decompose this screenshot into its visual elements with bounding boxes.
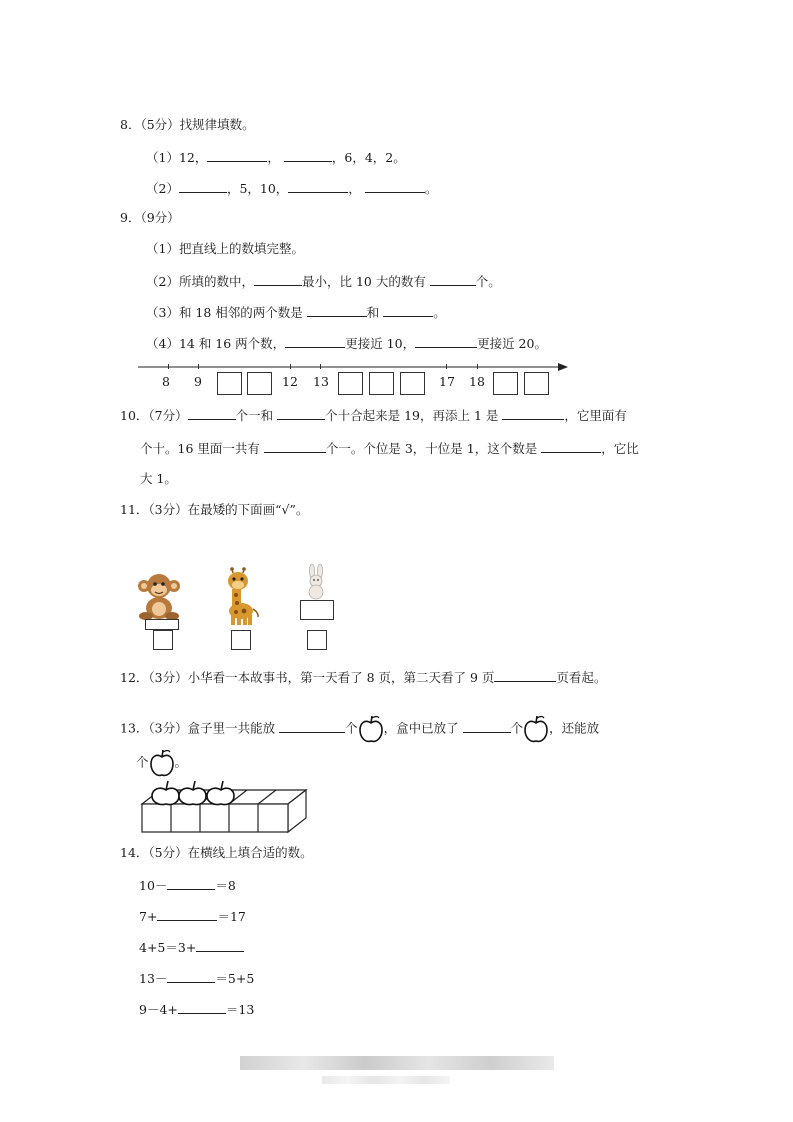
q14-eq4-b: ＝5+5 xyxy=(215,971,255,986)
number-line-answer-box[interactable] xyxy=(400,372,425,395)
tick xyxy=(320,364,321,369)
q8-sub1-text-c: ，6，4，2。 xyxy=(331,150,406,165)
blurred-footer-watermark xyxy=(322,1076,450,1084)
number-line-label: 12 xyxy=(282,374,298,389)
q9-sub3-text-a: （3）和 18 相邻的两个数是 xyxy=(146,305,307,320)
q9-sub2-blank2[interactable] xyxy=(430,272,476,286)
q14-eq1 xyxy=(139,876,236,894)
q13-text-g: 。 xyxy=(174,754,188,770)
q14-eq5-blank[interactable] xyxy=(178,1000,226,1014)
q8-sub1-text-b: ， xyxy=(267,150,280,165)
monkey-illustration xyxy=(136,572,182,620)
tick xyxy=(168,364,169,369)
number-line-answer-box[interactable] xyxy=(369,372,394,395)
q10-line3: 大 1。 xyxy=(140,471,177,486)
q13-blank2[interactable] xyxy=(463,719,511,733)
q14-eq1-blank[interactable] xyxy=(167,876,215,890)
tick xyxy=(477,364,478,369)
giraffe-check-box[interactable] xyxy=(231,630,251,650)
q14-eq2-a: 7+ xyxy=(139,909,158,924)
number-line-label: 17 xyxy=(439,374,455,389)
q10-blank3[interactable] xyxy=(502,406,564,420)
q8-sub1-blank2[interactable] xyxy=(284,148,332,162)
monkey-check-box[interactable] xyxy=(153,630,173,650)
q10-text-e: 个十。16 里面一共有 xyxy=(140,441,264,456)
apple-box-illustration xyxy=(138,776,310,834)
q14-eq5-b: ＝13 xyxy=(225,1002,255,1017)
q8-sub2 xyxy=(146,179,437,197)
q9-sub3-text-c: 。 xyxy=(433,305,446,320)
q13-text-b: 个 xyxy=(345,720,358,736)
q9-sub3-blank1[interactable] xyxy=(307,303,367,317)
q14-eq4 xyxy=(139,969,254,987)
q13-text-f: 个 xyxy=(136,754,149,770)
q9-sub1: （1）把直线上的数填完整。 xyxy=(146,241,304,256)
rabbit-pedestal xyxy=(300,600,334,620)
q10-blank2[interactable] xyxy=(277,406,325,420)
q8-sub1-text-a: （1）12， xyxy=(146,150,208,165)
q9-sub2-blank1[interactable] xyxy=(254,272,302,286)
q14-eq5 xyxy=(139,1000,254,1018)
tick xyxy=(198,364,199,369)
q10-text-d: ，它里面有 xyxy=(564,408,627,423)
q14-eq1-a: 10－ xyxy=(139,878,168,893)
q14-eq3 xyxy=(139,938,244,956)
number-line-label: 8 xyxy=(162,374,170,389)
number-line-answer-box[interactable] xyxy=(217,372,242,395)
q14-eq2-b: ＝17 xyxy=(217,909,246,924)
q11-heading: 11．（3分）在最矮的下面画“√”。 xyxy=(120,502,309,517)
q8-heading: 8．（5分）找规律填数。 xyxy=(120,117,255,132)
q9-sub4-blank1[interactable] xyxy=(285,334,345,348)
q14-eq1-b: ＝8 xyxy=(215,878,236,893)
q14-eq4-a: 13－ xyxy=(139,971,168,986)
q13-text-d: 个 xyxy=(510,720,524,736)
tick xyxy=(446,364,447,369)
q9-sub3 xyxy=(146,303,446,321)
q8-sub1 xyxy=(146,148,406,166)
q14-eq5-a: 9－4+ xyxy=(139,1002,178,1017)
q9-sub2-text-b: 最小，比 10 大的数有 xyxy=(301,274,430,289)
apple-icon xyxy=(149,748,175,778)
apple-icon xyxy=(358,714,384,744)
q9-sub4-text-a: （4）14 和 16 两个数， xyxy=(146,336,286,351)
q9-sub3-blank2[interactable] xyxy=(383,303,433,317)
rabbit-illustration xyxy=(305,563,327,601)
q10-text-a: 10．（7分） xyxy=(120,408,188,423)
q13-text-a: 13．（3分）盒子里一共能放 xyxy=(120,720,280,736)
q14-eq2 xyxy=(139,907,246,925)
tick xyxy=(290,364,291,369)
q8-sub2-text-b: ，5，10， xyxy=(226,181,289,196)
number-line-label: 9 xyxy=(194,374,202,389)
q8-sub2-text-c: ， xyxy=(348,181,361,196)
q10-text-f: 个一。个位是 3，十位是 1，这个数是 xyxy=(325,441,542,456)
q12-text-b: 页看起。 xyxy=(556,670,607,685)
q10-text-g: ，它比 xyxy=(601,441,639,456)
q8-sub2-text-d: 。 xyxy=(424,181,438,196)
q14-eq4-blank[interactable] xyxy=(167,969,215,983)
q9-heading: 9．（9分） xyxy=(120,210,180,225)
q10-blank4[interactable] xyxy=(264,439,326,453)
q13-line1 xyxy=(120,714,599,744)
number-line-answer-box[interactable] xyxy=(247,372,272,395)
q9-sub2-text-a: （2）所填的数中， xyxy=(146,274,254,289)
q8-sub2-text-a: （2） xyxy=(146,181,179,196)
q9-sub4-blank2[interactable] xyxy=(415,334,477,348)
q10-text-c: 个十合起来是 19，再添上 1 是 xyxy=(325,408,503,423)
q9-sub4-text-b: 更接近 10， xyxy=(345,336,416,351)
rabbit-check-box[interactable] xyxy=(307,630,327,650)
q14-eq3-a: 4+5＝3+ xyxy=(139,940,197,955)
number-line-label: 13 xyxy=(313,374,329,389)
q10-blank1[interactable] xyxy=(188,406,236,420)
monkey-pedestal xyxy=(145,619,179,630)
q14-eq2-blank[interactable] xyxy=(157,907,217,921)
number-line-answer-box[interactable] xyxy=(338,372,363,395)
number-line-answer-box[interactable] xyxy=(493,372,518,395)
q9-sub3-text-b: 和 xyxy=(366,305,384,320)
q10-line2 xyxy=(140,439,639,457)
q8-sub2-blank2[interactable] xyxy=(288,179,348,193)
q10-text-b: 个一和 xyxy=(235,408,278,423)
q9-sub2-text-c: 个。 xyxy=(475,274,501,289)
number-line-label: 18 xyxy=(469,374,485,389)
q9-sub2 xyxy=(146,272,501,290)
q12-line xyxy=(120,668,606,686)
blurred-footer-watermark xyxy=(240,1056,554,1070)
giraffe-illustration xyxy=(222,567,262,625)
q13-text-e: ，还能放 xyxy=(549,720,600,736)
q8-sub2-blank3[interactable] xyxy=(365,179,425,193)
q13-text-c: ，盒中已放了 xyxy=(383,720,463,736)
q10-blank5[interactable] xyxy=(541,439,601,453)
q8-sub2-blank1[interactable] xyxy=(179,179,227,193)
q14-eq3-blank[interactable] xyxy=(196,938,244,952)
q13-blank1[interactable] xyxy=(279,719,345,733)
q13-line2 xyxy=(136,748,187,778)
number-line-answer-box[interactable] xyxy=(524,372,549,395)
q14-heading: 14．（5分）在横线上填合适的数。 xyxy=(120,845,313,860)
q8-sub1-blank1[interactable] xyxy=(207,148,267,162)
q9-sub4 xyxy=(146,334,547,352)
q12-text-a: 12．（3分）小华看一本故事书，第一天看了 8 页，第二天看了 9 页 xyxy=(120,670,495,685)
q9-sub4-text-c: 更接近 20。 xyxy=(477,336,547,351)
apple-icon xyxy=(523,714,549,744)
q12-blank[interactable] xyxy=(494,668,556,682)
q10-line1 xyxy=(120,406,627,424)
